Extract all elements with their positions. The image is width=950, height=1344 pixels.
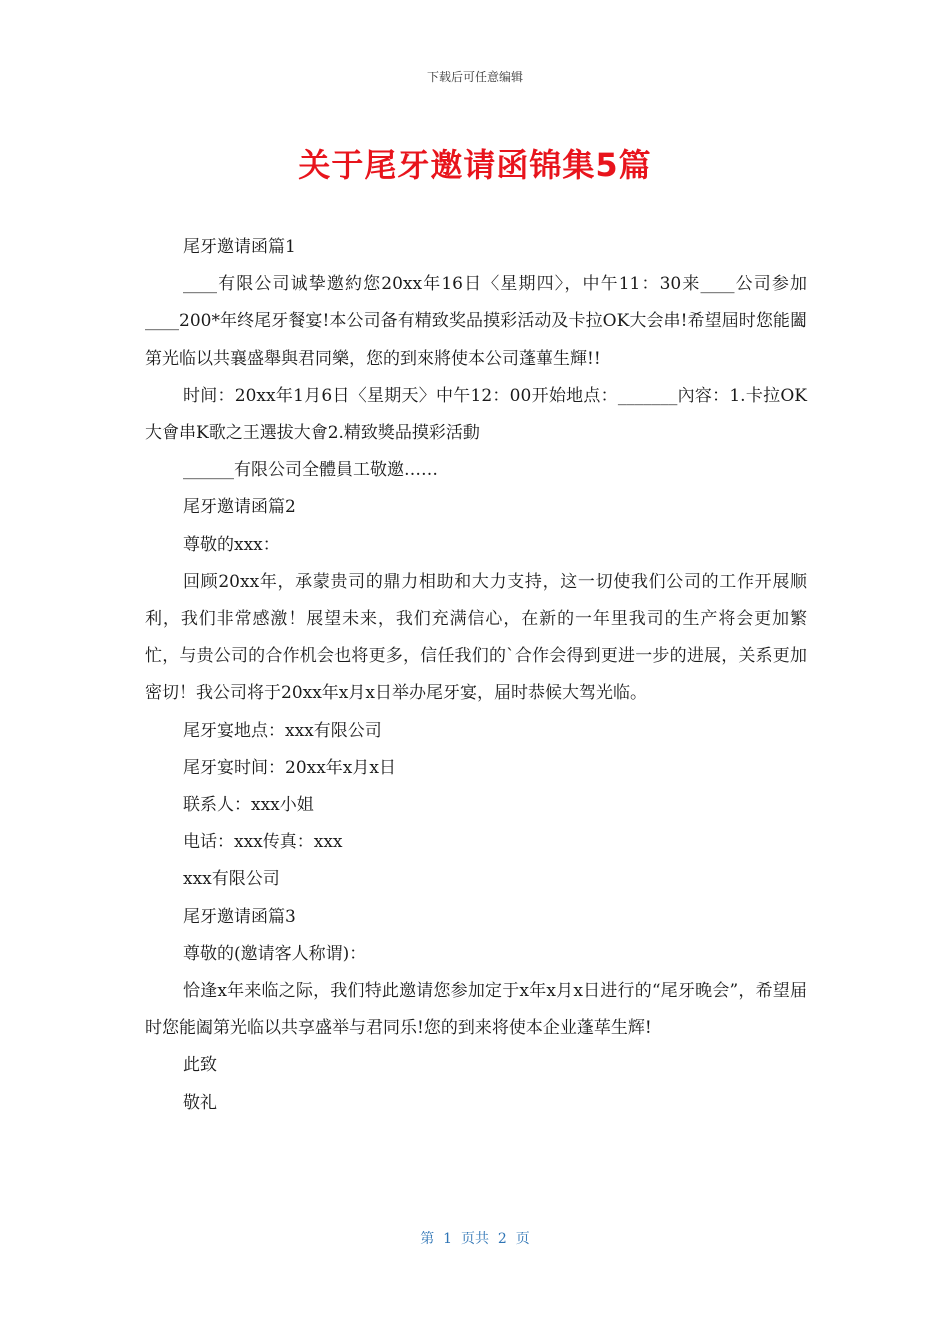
phone-line: 电话：xxx传真：xxx <box>183 832 343 853</box>
paragraph: 时间：20xx年1月6日〈星期天〉中午12：00开始地点：_______內容：1.卡拉OK大會串K歌之王選拔大會2.精致獎品摸彩活動 <box>145 385 807 444</box>
paragraph: ____有限公司诚挚邀約您20xx年16日〈星期四〉，中午11：30来____公司参加____200*年终尾牙餐宴!本公司备有精致奖品摸彩活动及卡拉OK大会串!希望屆时您能闔第光临以共襄盛舉與君同樂，您的到來將使本公司蓬蓽生輝!! <box>145 274 807 369</box>
paragraph: ______有限公司全體員工敬邀…… <box>183 460 438 481</box>
paragraph: 回顾20xx年，承蒙贵司的鼎力相助和大力支持，这一切使我们公司的工作开展顺利，我们非常感激！展望未来，我们充满信心，在新的一年里我司的生产将会更加繁忙，与贵公司的合作机会也将更多，信任我们的`合作会得到更进一步的进展，关系更加密切！我公司将于20xx年x月x日举办尾牙宴，届时恭候大驾光临。 <box>145 571 807 704</box>
paragraph: 恰逢x年来临之际，我们特此邀请您参加定于x年x月x日进行的“尾牙晚会”，希望届时您能阖第光临以共享盛举与君同乐!您的到来将使本企业蓬荜生辉! <box>145 981 807 1039</box>
contact-line: 联系人：xxx小姐 <box>183 795 314 816</box>
venue-line: 尾牙宴地点：xxx有限公司 <box>183 720 382 741</box>
page-number-footer: 第 1 页共 2 页 <box>420 1231 530 1247</box>
document-body <box>145 229 807 1122</box>
closing-line: 此致 <box>183 1055 217 1076</box>
company-line: xxx有限公司 <box>183 869 280 890</box>
document-title: 关于尾牙邀请函锦集5篇 <box>298 146 652 184</box>
section-heading-1: 尾牙邀请函篇1 <box>183 237 296 257</box>
section-heading-2: 尾牙邀请函篇2 <box>183 497 296 518</box>
time-line: 尾牙宴时间：20xx年x月x日 <box>183 757 396 778</box>
section-heading-3: 尾牙邀请函篇3 <box>183 906 296 927</box>
header-note: 下载后可任意编辑 <box>426 70 523 84</box>
closing-line: 敬礼 <box>183 1092 217 1113</box>
salutation: 尊敬的xxx： <box>183 534 280 555</box>
salutation: 尊敬的(邀请客人称谓)： <box>183 943 367 964</box>
